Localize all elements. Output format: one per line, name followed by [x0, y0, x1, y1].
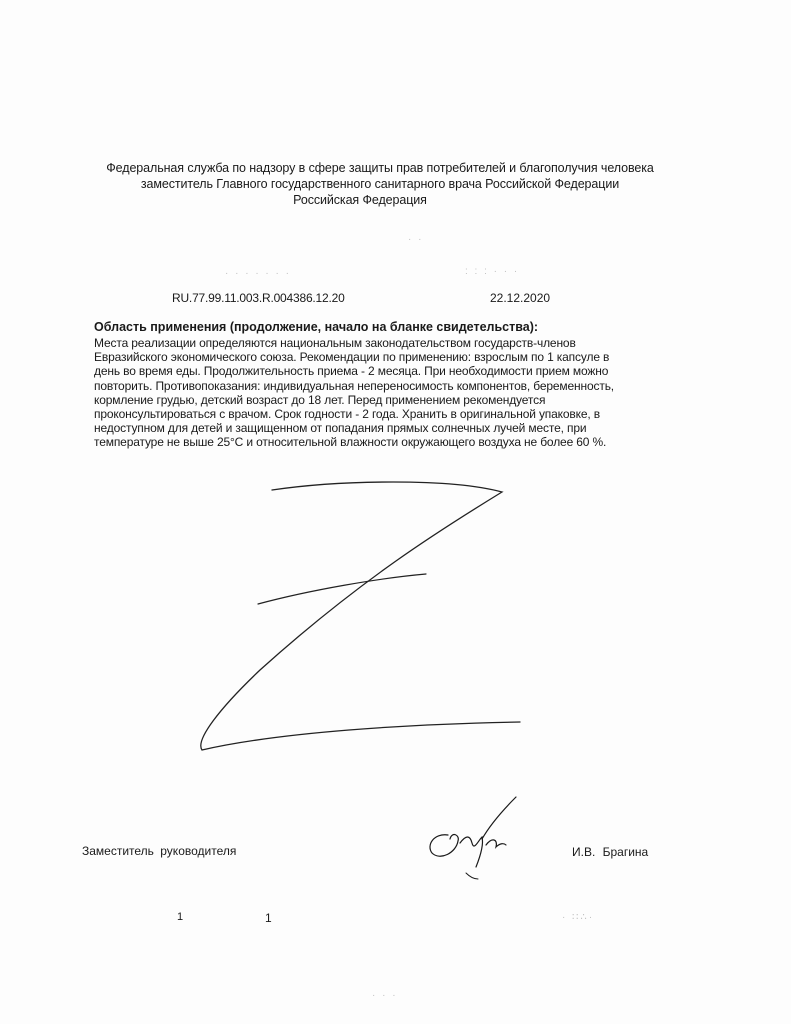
- signatory-name: И.В. Брагина: [572, 845, 649, 859]
- body-line: кормление грудью, детский возраст до 18 лет. Перед применением рекомендуется: [94, 392, 546, 407]
- scan-noise: · · ·: [372, 990, 398, 1001]
- header-position: заместитель Главного государственного санитарного врача Российской Федерации: [140, 177, 620, 191]
- section-title: Область применения (продолжение, начало на бланке свидетельства):: [94, 320, 539, 334]
- signature-image: [420, 795, 530, 885]
- document-header: [60, 160, 700, 208]
- body-line: Места реализации определяются национальным законодательством государств-членов: [94, 336, 576, 350]
- registration-number: RU.77.99.11.003.R.004386.12.20: [172, 291, 345, 305]
- body-line: температуре не выше 25°С и относительной влажности окружающего воздуха не более 60 %.: [94, 435, 607, 450]
- body-text: [94, 336, 654, 450]
- body-line: проконсультироваться с врачом. Срок годности - 2 года. Хранить в оригинальной упаковке, в: [94, 407, 601, 422]
- header-agency: Федеральная служба по надзору в сфере защиты прав потребителей и благополучия человека: [106, 161, 654, 175]
- body-line: день во время еды. Продолжительность приема - 2 месяца. При необходимости прием можно: [94, 364, 609, 379]
- footer-number-right: 1: [265, 911, 272, 925]
- scan-noise: · · · · · · ·: [225, 268, 291, 279]
- scan-noise: · ∷∴·: [562, 912, 595, 923]
- footer-number-left: 1: [177, 911, 184, 923]
- body-line: недоступном для детей и защищенном от попадания прямых солнечных лучей месте, при: [94, 421, 587, 436]
- z-strikeout-mark: [190, 470, 530, 760]
- scan-noise: · ·: [408, 234, 424, 245]
- registration-date: 22.12.2020: [490, 291, 551, 305]
- header-country: Российская Федерация: [293, 193, 427, 207]
- body-line: повторить. Противопоказания: индивидуальная непереносимость компонентов, беременность,: [94, 378, 614, 393]
- body-line: Евразийского экономического союза. Рекомендации по применению: взрослым по 1 капсуле в: [94, 350, 610, 365]
- signatory-role: Заместитель руководителя: [82, 844, 237, 858]
- scan-noise: : : : · · ·: [465, 266, 520, 277]
